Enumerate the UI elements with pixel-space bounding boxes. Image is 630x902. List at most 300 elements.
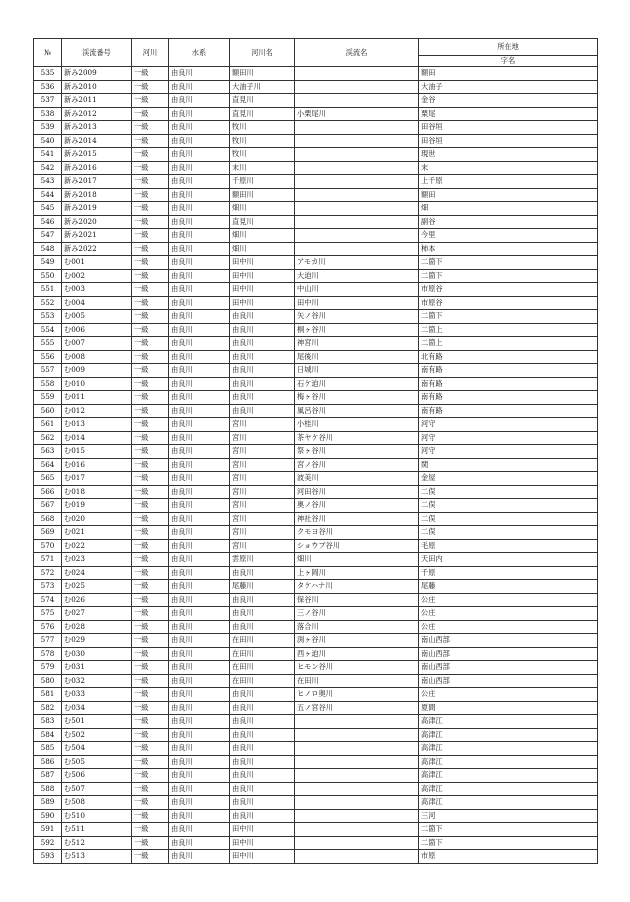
cell-river: 一級 <box>132 404 169 418</box>
cell-aza: 上千原 <box>419 175 598 189</box>
table-row <box>34 269 598 283</box>
cell-no: 535 <box>34 67 62 81</box>
cell-river: 一級 <box>132 620 169 634</box>
cell-aza: 高津江 <box>419 755 598 769</box>
cell-system: 由良川 <box>169 229 230 243</box>
cell-river-name: 宮川 <box>230 445 295 459</box>
cell-river: 一級 <box>132 715 169 729</box>
cell-no: 582 <box>34 701 62 715</box>
table-row <box>34 445 598 459</box>
cell-river-name: 額田川 <box>230 188 295 202</box>
cell-stream-name <box>295 161 419 175</box>
cell-stream-name <box>295 134 419 148</box>
cell-aza: 金屋 <box>419 472 598 486</box>
cell-stream-code: む511 <box>62 823 132 837</box>
cell-aza: 額田 <box>419 67 598 81</box>
cell-stream-name: 三ノ谷川 <box>295 607 419 621</box>
cell-river-name: 由良川 <box>230 782 295 796</box>
cell-stream-name: 神宮川 <box>295 337 419 351</box>
cell-stream-name: 上ヶ岡川 <box>295 566 419 580</box>
cell-stream-name: 五ノ宮谷川 <box>295 701 419 715</box>
cell-river: 一級 <box>132 647 169 661</box>
cell-stream-code: む026 <box>62 593 132 607</box>
cell-river-name: 宮川 <box>230 472 295 486</box>
cell-stream-code: む007 <box>62 337 132 351</box>
cell-system: 由良川 <box>169 337 230 351</box>
cell-stream-code: む011 <box>62 391 132 405</box>
cell-aza: 高津江 <box>419 728 598 742</box>
cell-river: 一級 <box>132 782 169 796</box>
table-row <box>34 229 598 243</box>
cell-stream-code: む019 <box>62 499 132 513</box>
table-row <box>34 782 598 796</box>
table-row <box>34 715 598 729</box>
cell-stream-code: む027 <box>62 607 132 621</box>
cell-no: 592 <box>34 836 62 850</box>
cell-river: 一級 <box>132 580 169 594</box>
cell-no: 542 <box>34 161 62 175</box>
cell-aza: 今里 <box>419 229 598 243</box>
cell-stream-code: む015 <box>62 445 132 459</box>
cell-no: 581 <box>34 688 62 702</box>
cell-stream-name: 中山川 <box>295 283 419 297</box>
cell-river: 一級 <box>132 809 169 823</box>
cell-aza: 河守 <box>419 445 598 459</box>
table-row <box>34 337 598 351</box>
cell-system: 由良川 <box>169 512 230 526</box>
cell-system: 由良川 <box>169 809 230 823</box>
header-stream-code: 渓流番号 <box>62 39 132 67</box>
cell-aza: 毛原 <box>419 539 598 553</box>
cell-stream-code: む021 <box>62 526 132 540</box>
cell-system: 由良川 <box>169 67 230 81</box>
cell-river-name: 千原川 <box>230 175 295 189</box>
header-row <box>34 39 598 56</box>
cell-aza: 公庄 <box>419 593 598 607</box>
cell-no: 548 <box>34 242 62 256</box>
cell-stream-code: む005 <box>62 310 132 324</box>
cell-aza: 夏間 <box>419 701 598 715</box>
table-row <box>34 634 598 648</box>
table-row <box>34 647 598 661</box>
cell-aza: 北有路 <box>419 350 598 364</box>
cell-system: 由良川 <box>169 823 230 837</box>
cell-no: 578 <box>34 647 62 661</box>
cell-no: 544 <box>34 188 62 202</box>
table-row <box>34 80 598 94</box>
cell-river: 一級 <box>132 539 169 553</box>
cell-no: 556 <box>34 350 62 364</box>
cell-river-name: 由良川 <box>230 620 295 634</box>
cell-system: 由良川 <box>169 134 230 148</box>
header-aza: 字名 <box>419 56 598 67</box>
cell-river: 一級 <box>132 242 169 256</box>
cell-river-name: 由良川 <box>230 796 295 810</box>
cell-river-name: 在田川 <box>230 674 295 688</box>
cell-stream-code: む016 <box>62 458 132 472</box>
cell-system: 由良川 <box>169 688 230 702</box>
cell-river-name: 由良川 <box>230 350 295 364</box>
cell-stream-code: 新み2015 <box>62 148 132 162</box>
cell-river-name: 田中川 <box>230 283 295 297</box>
cell-stream-code: 新み2013 <box>62 121 132 135</box>
cell-aza: 金谷 <box>419 94 598 108</box>
cell-aza: 田谷垣 <box>419 121 598 135</box>
table-row <box>34 472 598 486</box>
cell-aza: 二箇上 <box>419 337 598 351</box>
cell-aza: 南有路 <box>419 404 598 418</box>
cell-stream-code: む001 <box>62 256 132 270</box>
cell-stream-code: む505 <box>62 755 132 769</box>
cell-river: 一級 <box>132 148 169 162</box>
cell-river: 一級 <box>132 472 169 486</box>
cell-aza: 高津江 <box>419 782 598 796</box>
cell-river-name: 雲原川 <box>230 553 295 567</box>
cell-stream-name: 保谷川 <box>295 593 419 607</box>
cell-aza: 河守 <box>419 418 598 432</box>
cell-stream-name: 祭ヶ谷川 <box>295 445 419 459</box>
cell-no: 586 <box>34 755 62 769</box>
cell-stream-code: む501 <box>62 715 132 729</box>
table-row <box>34 553 598 567</box>
table-row <box>34 593 598 607</box>
cell-stream-name: 落合川 <box>295 620 419 634</box>
cell-no: 569 <box>34 526 62 540</box>
table-row <box>34 215 598 229</box>
cell-stream-name: 神社谷川 <box>295 512 419 526</box>
cell-river-name: 牧川 <box>230 121 295 135</box>
cell-stream-code: む012 <box>62 404 132 418</box>
table-row <box>34 458 598 472</box>
cell-stream-code: む008 <box>62 350 132 364</box>
cell-stream-name: 畑川 <box>295 553 419 567</box>
table-row <box>34 121 598 135</box>
cell-river: 一級 <box>132 67 169 81</box>
cell-river: 一級 <box>132 80 169 94</box>
table-row <box>34 188 598 202</box>
header-no: № <box>34 39 62 67</box>
cell-stream-name <box>295 242 419 256</box>
cell-aza: 公庄 <box>419 607 598 621</box>
cell-aza: 南有路 <box>419 377 598 391</box>
cell-no: 589 <box>34 796 62 810</box>
cell-river: 一級 <box>132 836 169 850</box>
cell-no: 579 <box>34 661 62 675</box>
cell-stream-code: む014 <box>62 431 132 445</box>
header-river: 河川 <box>132 39 169 67</box>
cell-stream-name <box>295 215 419 229</box>
cell-aza: 公庄 <box>419 620 598 634</box>
cell-stream-code: む030 <box>62 647 132 661</box>
cell-stream-code: 新み2009 <box>62 67 132 81</box>
cell-system: 由良川 <box>169 377 230 391</box>
cell-river: 一級 <box>132 634 169 648</box>
cell-system: 由良川 <box>169 391 230 405</box>
cell-no: 567 <box>34 499 62 513</box>
cell-river-name: 尾藤川 <box>230 580 295 594</box>
cell-aza: 高津江 <box>419 796 598 810</box>
cell-river-name: 畑川 <box>230 229 295 243</box>
cell-river-name: 牧川 <box>230 148 295 162</box>
cell-stream-name <box>295 823 419 837</box>
cell-river-name: 直見川 <box>230 94 295 108</box>
cell-stream-code: 新み2022 <box>62 242 132 256</box>
cell-river-name: 宮川 <box>230 499 295 513</box>
cell-stream-code: む025 <box>62 580 132 594</box>
cell-aza: 大油子 <box>419 80 598 94</box>
cell-river: 一級 <box>132 674 169 688</box>
cell-river-name: 由良川 <box>230 391 295 405</box>
cell-no: 568 <box>34 512 62 526</box>
cell-aza: 二俣 <box>419 526 598 540</box>
cell-system: 由良川 <box>169 161 230 175</box>
cell-river-name: 由良川 <box>230 593 295 607</box>
cell-no: 573 <box>34 580 62 594</box>
cell-stream-code: む512 <box>62 836 132 850</box>
cell-no: 570 <box>34 539 62 553</box>
cell-aza: 高津江 <box>419 769 598 783</box>
cell-no: 591 <box>34 823 62 837</box>
cell-river-name: 宮川 <box>230 526 295 540</box>
table-row <box>34 404 598 418</box>
cell-no: 563 <box>34 445 62 459</box>
cell-river: 一級 <box>132 161 169 175</box>
cell-stream-name: ヒノロ奥川 <box>295 688 419 702</box>
cell-stream-name: 奥ノ谷川 <box>295 499 419 513</box>
cell-aza: 高津江 <box>419 742 598 756</box>
cell-aza: 副谷 <box>419 215 598 229</box>
cell-river: 一級 <box>132 229 169 243</box>
cell-no: 587 <box>34 769 62 783</box>
cell-stream-name: 渕ヶ谷川 <box>295 634 419 648</box>
cell-river: 一級 <box>132 485 169 499</box>
cell-no: 551 <box>34 283 62 297</box>
cell-system: 由良川 <box>169 188 230 202</box>
cell-stream-code: む510 <box>62 809 132 823</box>
cell-system: 由良川 <box>169 769 230 783</box>
cell-stream-name <box>295 121 419 135</box>
cell-aza: 市原 <box>419 850 598 864</box>
cell-stream-code: 新み2012 <box>62 107 132 121</box>
cell-river: 一級 <box>132 337 169 351</box>
cell-system: 由良川 <box>169 620 230 634</box>
header-stream-name: 渓流名 <box>295 39 419 67</box>
cell-aza: 二俣 <box>419 485 598 499</box>
cell-stream-name: ショウブ谷川 <box>295 539 419 553</box>
cell-no: 577 <box>34 634 62 648</box>
table-row <box>34 377 598 391</box>
cell-aza: 南山西部 <box>419 647 598 661</box>
cell-river: 一級 <box>132 701 169 715</box>
cell-aza: 額田 <box>419 188 598 202</box>
cell-river-name: 由良川 <box>230 688 295 702</box>
cell-river: 一級 <box>132 269 169 283</box>
cell-river-name: 由良川 <box>230 310 295 324</box>
cell-system: 由良川 <box>169 634 230 648</box>
cell-river: 一級 <box>132 796 169 810</box>
table-row <box>34 364 598 378</box>
cell-river: 一級 <box>132 661 169 675</box>
cell-river: 一級 <box>132 526 169 540</box>
cell-river-name: 在田川 <box>230 634 295 648</box>
cell-river: 一級 <box>132 296 169 310</box>
cell-river: 一級 <box>132 512 169 526</box>
cell-stream-name <box>295 796 419 810</box>
cell-river-name: 直見川 <box>230 107 295 121</box>
cell-river-name: 由良川 <box>230 364 295 378</box>
cell-stream-name <box>295 94 419 108</box>
cell-stream-code: む029 <box>62 634 132 648</box>
cell-system: 由良川 <box>169 593 230 607</box>
cell-river: 一級 <box>132 823 169 837</box>
cell-river-name: 由良川 <box>230 701 295 715</box>
cell-river: 一級 <box>132 431 169 445</box>
cell-system: 由良川 <box>169 485 230 499</box>
cell-no: 588 <box>34 782 62 796</box>
cell-river: 一級 <box>132 458 169 472</box>
cell-river: 一級 <box>132 202 169 216</box>
table-row <box>34 202 598 216</box>
table-row <box>34 134 598 148</box>
cell-no: 574 <box>34 593 62 607</box>
cell-stream-code: む009 <box>62 364 132 378</box>
cell-aza: 二俣 <box>419 512 598 526</box>
cell-river-name: 宮川 <box>230 418 295 432</box>
cell-river-name: 直見川 <box>230 215 295 229</box>
cell-river: 一級 <box>132 499 169 513</box>
cell-aza: 公庄 <box>419 688 598 702</box>
cell-system: 由良川 <box>169 715 230 729</box>
cell-river-name: 畑川 <box>230 202 295 216</box>
cell-no: 543 <box>34 175 62 189</box>
table-row <box>34 566 598 580</box>
cell-aza: 二俣 <box>419 499 598 513</box>
cell-stream-name <box>295 175 419 189</box>
cell-stream-name: タケハナ川 <box>295 580 419 594</box>
table-row <box>34 620 598 634</box>
table-row <box>34 607 598 621</box>
cell-stream-code: む017 <box>62 472 132 486</box>
cell-stream-name: 桐ヶ谷川 <box>295 323 419 337</box>
cell-river: 一級 <box>132 350 169 364</box>
table-row <box>34 701 598 715</box>
cell-no: 566 <box>34 485 62 499</box>
cell-stream-name: 尾後川 <box>295 350 419 364</box>
cell-stream-name: 日城川 <box>295 364 419 378</box>
cell-stream-code: 新み2010 <box>62 80 132 94</box>
cell-system: 由良川 <box>169 323 230 337</box>
cell-aza: 関 <box>419 458 598 472</box>
cell-river: 一級 <box>132 107 169 121</box>
cell-system: 由良川 <box>169 94 230 108</box>
cell-river-name: 由良川 <box>230 337 295 351</box>
cell-no: 561 <box>34 418 62 432</box>
cell-river: 一級 <box>132 310 169 324</box>
cell-stream-code: む004 <box>62 296 132 310</box>
cell-river: 一級 <box>132 323 169 337</box>
cell-aza: 二箇下 <box>419 269 598 283</box>
cell-no: 553 <box>34 310 62 324</box>
table-row <box>34 539 598 553</box>
cell-no: 538 <box>34 107 62 121</box>
cell-river-name: 牧川 <box>230 134 295 148</box>
cell-system: 由良川 <box>169 148 230 162</box>
table-row <box>34 256 598 270</box>
cell-system: 由良川 <box>169 674 230 688</box>
cell-stream-code: む013 <box>62 418 132 432</box>
cell-system: 由良川 <box>169 121 230 135</box>
cell-river-name: 額田川 <box>230 67 295 81</box>
cell-no: 558 <box>34 377 62 391</box>
cell-system: 由良川 <box>169 296 230 310</box>
cell-system: 由良川 <box>169 269 230 283</box>
cell-stream-name: ヒモン谷川 <box>295 661 419 675</box>
cell-no: 545 <box>34 202 62 216</box>
cell-river: 一級 <box>132 769 169 783</box>
cell-system: 由良川 <box>169 458 230 472</box>
cell-system: 由良川 <box>169 107 230 121</box>
cell-system: 由良川 <box>169 755 230 769</box>
cell-river-name: 由良川 <box>230 323 295 337</box>
cell-aza: 河守 <box>419 431 598 445</box>
cell-stream-code: む502 <box>62 728 132 742</box>
table-row <box>34 688 598 702</box>
cell-stream-code: む006 <box>62 323 132 337</box>
cell-aza: 柿本 <box>419 242 598 256</box>
cell-stream-code: む024 <box>62 566 132 580</box>
cell-river-name: 由良川 <box>230 755 295 769</box>
stream-table <box>33 38 598 864</box>
cell-aza: 南有路 <box>419 364 598 378</box>
cell-aza: 現世 <box>419 148 598 162</box>
cell-river-name: 田中川 <box>230 836 295 850</box>
cell-stream-name: アモカ川 <box>295 256 419 270</box>
stream-register-sheet <box>33 38 598 864</box>
cell-river-name: 由良川 <box>230 728 295 742</box>
cell-no: 576 <box>34 620 62 634</box>
cell-river: 一級 <box>132 121 169 135</box>
cell-system: 由良川 <box>169 796 230 810</box>
cell-no: 540 <box>34 134 62 148</box>
cell-stream-code: 新み2011 <box>62 94 132 108</box>
cell-river-name: 由良川 <box>230 769 295 783</box>
cell-no: 571 <box>34 553 62 567</box>
cell-aza: 南山西部 <box>419 634 598 648</box>
cell-river: 一級 <box>132 728 169 742</box>
cell-aza: 二箇下 <box>419 310 598 324</box>
table-row <box>34 323 598 337</box>
cell-system: 由良川 <box>169 350 230 364</box>
table-row <box>34 661 598 675</box>
table-row <box>34 485 598 499</box>
cell-river: 一級 <box>132 593 169 607</box>
cell-river: 一級 <box>132 566 169 580</box>
cell-stream-code: む032 <box>62 674 132 688</box>
cell-river-name: 由良川 <box>230 404 295 418</box>
cell-system: 由良川 <box>169 499 230 513</box>
cell-stream-name <box>295 202 419 216</box>
cell-no: 554 <box>34 323 62 337</box>
cell-aza: 南山西部 <box>419 661 598 675</box>
cell-no: 580 <box>34 674 62 688</box>
table-row <box>34 836 598 850</box>
cell-system: 由良川 <box>169 242 230 256</box>
cell-no: 562 <box>34 431 62 445</box>
cell-stream-name <box>295 229 419 243</box>
cell-system: 由良川 <box>169 283 230 297</box>
cell-system: 由良川 <box>169 215 230 229</box>
header-location: 所在地 <box>419 39 598 56</box>
